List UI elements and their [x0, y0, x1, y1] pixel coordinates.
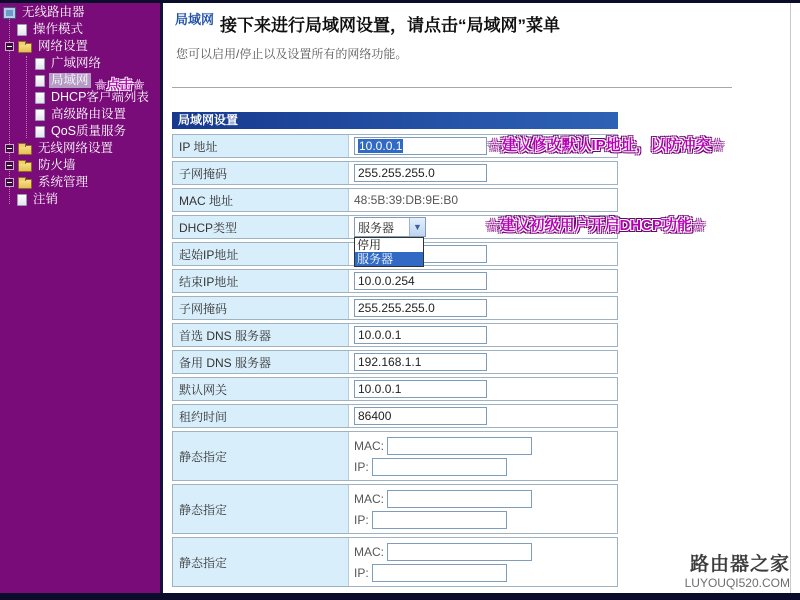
sidebar-item[interactable]: [0, 55, 160, 72]
field-value-cell: [349, 162, 617, 184]
ip-advice-annotation: ☆建议修改默认IP地址，以防冲突☆: [488, 137, 725, 154]
folder-open-icon: [18, 43, 32, 53]
mac-line: [354, 543, 532, 561]
ip-line: [354, 511, 507, 529]
sidebar-item-label: 无线路由器: [22, 5, 85, 19]
field-value-cell: [349, 405, 617, 427]
field-label: 默认网关: [173, 378, 349, 400]
document-icon: [35, 109, 45, 121]
ip-line: [354, 458, 507, 476]
ip-label: IP:: [354, 512, 369, 527]
field-input[interactable]: 10.0.0.254: [354, 272, 487, 290]
sidebar-item[interactable]: [0, 140, 160, 157]
field-label: 租约时间: [173, 405, 349, 427]
sidebar-item-label: DHCP客户端列表: [51, 90, 149, 104]
document-icon: [17, 24, 27, 36]
field-row: [172, 188, 618, 212]
sidebar-item[interactable]: [0, 174, 160, 191]
dropdown-option[interactable]: 服务器: [355, 252, 423, 266]
field-input[interactable]: 10.0.0.1: [354, 326, 487, 344]
sidebar-item-label: 广域网络: [51, 56, 102, 70]
tree-expander-icon[interactable]: [5, 178, 14, 187]
mac-label: MAC:: [354, 491, 384, 506]
top-frame-bar: [0, 0, 800, 3]
table-title: 局域网设置: [172, 112, 618, 129]
field-label: IP 地址: [173, 135, 349, 157]
sidebar-item[interactable]: [0, 157, 160, 174]
static-assign-cell: [349, 538, 617, 586]
field-row: [172, 269, 618, 293]
bottom-frame-bar: [0, 593, 800, 600]
field-row: [172, 296, 618, 320]
field-row: [172, 161, 618, 185]
sidebar-item-label: QoS质量服务: [51, 124, 127, 138]
sidebar-tree: [0, 4, 160, 208]
dhcp-type-select[interactable]: [354, 217, 426, 237]
click-here-annotation: ☆点击☆: [95, 77, 145, 92]
computer-icon: [3, 7, 16, 19]
sidebar-item-label: 注销: [33, 192, 59, 206]
sidebar-item[interactable]: [0, 38, 160, 55]
field-input[interactable]: 192.168.1.1: [354, 353, 487, 371]
ip-label: IP:: [354, 459, 369, 474]
field-input[interactable]: 86400: [354, 407, 487, 425]
mac-label: MAC:: [354, 438, 384, 453]
watermark-title: 路由器之家: [689, 554, 790, 575]
folder-icon: [18, 162, 32, 172]
tree-expander-icon[interactable]: [5, 161, 14, 170]
field-label: 结束IP地址: [173, 270, 349, 292]
document-icon: [35, 58, 45, 70]
sidebar-item[interactable]: [0, 106, 160, 123]
field-row: [172, 377, 618, 401]
field-label: 起始IP地址: [173, 243, 349, 265]
main-content: [166, 3, 800, 593]
field-row: [172, 431, 618, 481]
sidebar-item-label: 防火墙: [38, 158, 76, 172]
field-label: 首选 DNS 服务器: [173, 324, 349, 346]
divider-line: [172, 87, 732, 88]
tree-expander-icon[interactable]: [5, 42, 14, 51]
field-input[interactable]: 255.255.255.0: [354, 164, 487, 182]
sidebar-item-label: 局域网: [51, 73, 89, 87]
field-row: [172, 350, 618, 374]
field-input[interactable]: 10.0.0.1: [354, 380, 487, 398]
field-row: [172, 537, 618, 587]
field-input[interactable]: [354, 137, 487, 155]
field-value-cell: [349, 270, 617, 292]
sidebar-item[interactable]: [0, 191, 160, 208]
field-readonly-value: 48:5B:39:DB:9E:B0: [354, 193, 459, 207]
static-assign-cell: [349, 485, 617, 533]
field-label: MAC 地址: [173, 189, 349, 211]
ip-input[interactable]: [372, 511, 507, 529]
field-label: 静态指定: [173, 538, 349, 586]
sidebar-item-label: 操作模式: [33, 22, 84, 36]
dhcp-advice-annotation: ☆建议初级用户开启DHCP功能☆: [486, 217, 706, 234]
field-input[interactable]: 255.255.255.0: [354, 299, 487, 317]
sidebar-item-label: 网络设置: [38, 39, 89, 53]
dhcp-type-dropdown-list: [354, 237, 424, 267]
field-value-cell: [349, 324, 617, 346]
field-value-cell: [349, 297, 617, 319]
sidebar-item[interactable]: [0, 21, 160, 38]
field-row: [172, 404, 618, 428]
dhcp-type-selected-value: 服务器: [358, 220, 395, 235]
folder-icon: [18, 145, 32, 155]
lan-settings-table: [172, 112, 618, 587]
sidebar-item-label: 高级路由设置: [51, 107, 127, 121]
mac-label: MAC:: [354, 544, 384, 559]
instruction-heading: 接下来进行局域网设置，请点击“局域网”菜单: [220, 16, 560, 35]
field-label: 静态指定: [173, 485, 349, 533]
field-row: [172, 323, 618, 347]
mac-input[interactable]: [387, 543, 532, 561]
watermark: [685, 549, 790, 590]
chevron-down-icon[interactable]: ▼: [409, 218, 425, 236]
table-rows: [172, 131, 618, 587]
page-title: 局域网: [175, 12, 215, 27]
sidebar-item[interactable]: [0, 123, 160, 140]
field-value-cell: [349, 189, 617, 211]
ip-label: IP:: [354, 565, 369, 580]
ip-input[interactable]: [372, 458, 507, 476]
content-right-border: [790, 3, 791, 593]
field-row: [172, 484, 618, 534]
dhcp-select-wrap: [354, 217, 426, 266]
sidebar-item[interactable]: [0, 4, 160, 21]
document-icon: [35, 92, 45, 104]
tree-expander-icon[interactable]: [5, 144, 14, 153]
field-label: 备用 DNS 服务器: [173, 351, 349, 373]
selected-text: 10.0.0.1: [359, 139, 403, 153]
sidebar-item-label: 无线网络设置: [38, 141, 114, 155]
watermark-site: LUYOUQI520.COM: [684, 576, 790, 590]
mac-line: [354, 437, 532, 455]
field-value-cell: [349, 378, 617, 400]
folder-icon: [18, 179, 32, 189]
mac-line: [354, 490, 532, 508]
sidebar-item-label: 系统管理: [38, 175, 89, 189]
field-label: 子网掩码: [173, 297, 349, 319]
field-label: 静态指定: [173, 432, 349, 480]
static-assign-cell: [349, 432, 617, 480]
document-icon: [35, 75, 45, 87]
field-label: DHCP类型: [173, 216, 349, 238]
document-icon: [17, 194, 27, 206]
mac-input[interactable]: [387, 490, 532, 508]
document-icon: [35, 126, 45, 138]
mac-input[interactable]: [387, 437, 532, 455]
ip-line: [354, 564, 507, 582]
field-label: 子网掩码: [173, 162, 349, 184]
field-value-cell: [349, 351, 617, 373]
page-subtitle: 您可以启用/停止以及设置所有的网络功能。: [176, 47, 408, 61]
ip-input[interactable]: [372, 564, 507, 582]
dropdown-option[interactable]: 停用: [357, 238, 382, 252]
